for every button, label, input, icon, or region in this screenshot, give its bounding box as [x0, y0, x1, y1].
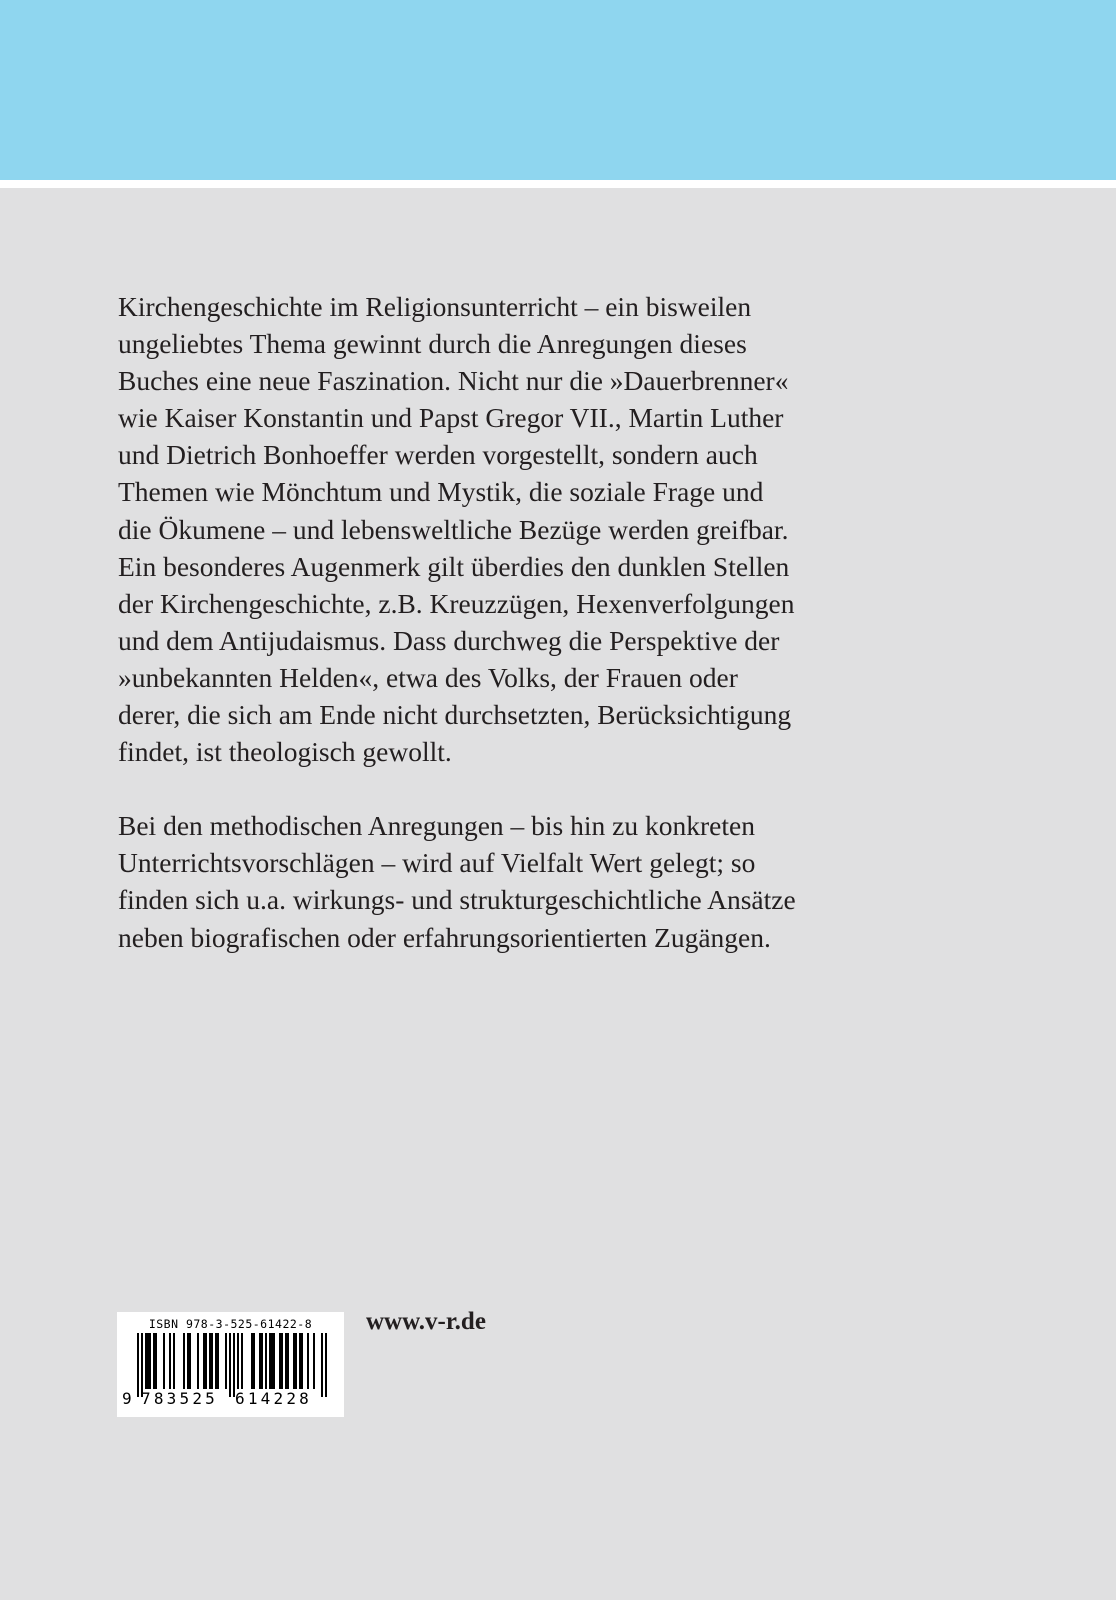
blurb-line: der Kirchengeschichte, z.B. Kreuzzügen, Hexenverfolgungen	[118, 587, 795, 619]
blurb-line: wie Kaiser Konstantin und Papst Gregor VII., Martin Luther	[118, 402, 784, 434]
barcode-bar	[173, 1333, 175, 1389]
blurb-line: ungeliebtes Thema gewinnt durch die Anregungen dieses	[118, 328, 747, 360]
barcode-bar	[155, 1333, 157, 1389]
barcode-bar	[197, 1333, 199, 1389]
barcode-bar	[237, 1333, 239, 1389]
paragraph-spacer	[118, 770, 908, 807]
barcode-right-digits: 614228	[235, 1389, 312, 1408]
barcode-bar	[307, 1333, 309, 1389]
barcode-bar	[285, 1333, 287, 1389]
blurb-line: findet, ist theologisch gewollt.	[118, 736, 452, 768]
barcode-bar	[295, 1333, 297, 1389]
barcode-bar	[251, 1333, 253, 1389]
barcode-bar	[281, 1333, 283, 1389]
barcode-bar	[233, 1333, 235, 1397]
barcode-bar	[287, 1333, 289, 1389]
band-divider	[0, 180, 1116, 188]
blurb-line: die Ökumene – und lebensweltliche Bezüge werden greifbar.	[118, 513, 789, 545]
barcode-bar	[265, 1333, 267, 1389]
blurb-line: Buches eine neue Faszination. Nicht nur die »Dauerbrenner«	[118, 365, 789, 397]
blurb-paragraph-1	[118, 288, 908, 770]
barcode-bar	[149, 1333, 151, 1389]
barcode-bar	[205, 1333, 207, 1389]
barcode-bar	[259, 1333, 261, 1389]
blurb-line: Themen wie Mönchtum und Mystik, die soziale Frage und	[118, 476, 764, 508]
barcode-bar	[217, 1333, 219, 1389]
isbn-label: ISBN 978-3-525-61422-8	[148, 1317, 313, 1331]
barcode-bar	[203, 1333, 205, 1389]
barcode-bar	[241, 1333, 243, 1389]
barcode-bar	[153, 1333, 155, 1389]
barcode-bar	[189, 1333, 191, 1389]
publisher-website[interactable]: www.v-r.de	[366, 1308, 486, 1335]
barcode-bar	[253, 1333, 255, 1389]
blurb-line: und Dietrich Bonhoeffer werden vorgestellt, sondern auch	[118, 439, 758, 471]
blurb-line: neben biografischen oder erfahrungsorientierten Zugängen.	[118, 921, 771, 953]
barcode-bar	[211, 1333, 213, 1389]
barcode-bar	[301, 1333, 303, 1389]
barcode-bar	[141, 1333, 143, 1397]
blurb-line: finden sich u.a. wirkungs- und strukturgeschichtliche Ansätze	[118, 884, 796, 916]
barcode-left-digits: 783525	[141, 1389, 218, 1408]
barcode-bar	[293, 1333, 295, 1389]
barcode-bar	[325, 1333, 327, 1397]
barcode-bar	[321, 1333, 323, 1397]
blurb-line: Ein besonderes Augenmerk gilt überdies den dunklen Stellen	[118, 550, 790, 582]
barcode-bar	[209, 1333, 211, 1389]
barcode-bar	[225, 1333, 227, 1389]
barcode-bar	[215, 1333, 217, 1389]
barcode-bar	[183, 1333, 185, 1389]
barcode-lead-digit: 9	[122, 1389, 132, 1408]
blurb-line: Unterrichtsvorschlägen – wird auf Vielfalt Wert gelegt; so	[118, 847, 756, 879]
barcode-bar	[271, 1333, 273, 1389]
barcode-bar	[273, 1333, 275, 1389]
top-color-band	[0, 0, 1116, 180]
barcode-bar	[279, 1333, 281, 1389]
blurb-line: derer, die sich am Ende nicht durchsetzten, Berücksichtigung	[118, 699, 792, 731]
back-cover-blurb	[118, 288, 908, 956]
barcode-bar	[229, 1333, 231, 1397]
barcode-bar	[169, 1333, 171, 1389]
barcode-bar	[187, 1333, 189, 1389]
barcode-bar	[299, 1333, 301, 1389]
barcode-bar	[269, 1333, 271, 1389]
blurb-line: Kirchengeschichte im Religionsunterricht – ein bisweilen	[118, 291, 752, 322]
isbn-barcode	[117, 1312, 344, 1417]
blurb-line: Bei den methodischen Anregungen – bis hin zu konkreten	[118, 810, 755, 842]
barcode-bar	[145, 1333, 147, 1389]
barcode-bar	[137, 1333, 139, 1397]
barcode-bar	[147, 1333, 149, 1389]
blurb-line: und dem Antijudaismus. Dass durchweg die Perspektive der	[118, 624, 780, 656]
barcode-bar	[163, 1333, 165, 1389]
blurb-line: »unbekannten Helden«, etwa des Volks, der Frauen oder	[118, 661, 738, 693]
barcode-bar	[261, 1333, 263, 1389]
barcode-bar	[313, 1333, 315, 1389]
blurb-paragraph-2	[118, 807, 908, 955]
